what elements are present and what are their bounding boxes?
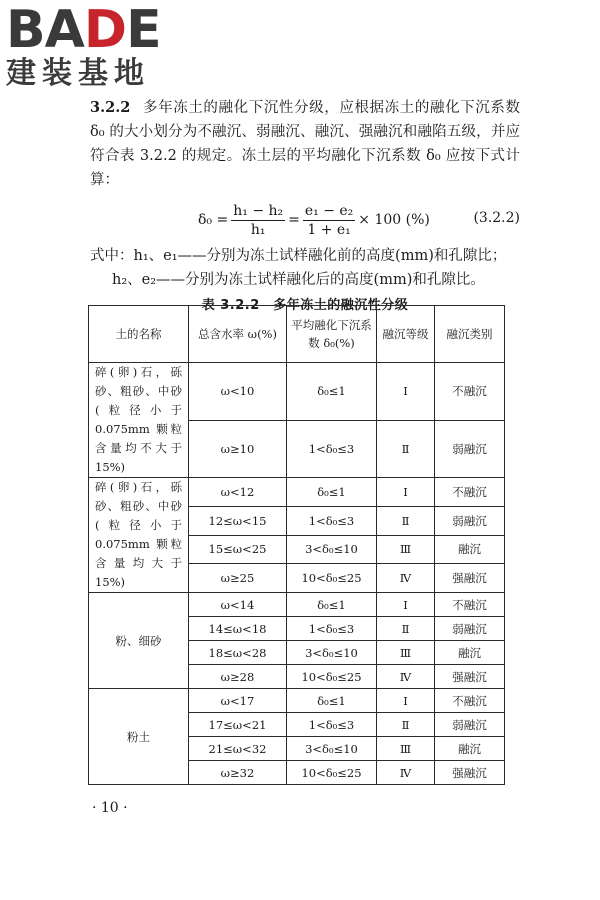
grade-cell: Ⅲ (377, 737, 435, 761)
coefficient-cell: 10<δ₀≤25 (287, 564, 377, 593)
header-settlement-category: 融沉类别 (435, 306, 505, 363)
water-content-cell: 14≤ω<18 (189, 617, 287, 641)
grade-cell: Ⅳ (377, 564, 435, 593)
section-number: 3.2.2 (90, 99, 131, 116)
coefficient-cell: 1<δ₀≤3 (287, 713, 377, 737)
soil-name-cell: 碎(卵)石，砾砂、粗砂、中砂(粒径小于 0.075mm 颗粒含量均大于 15%) (89, 478, 189, 593)
formula-lhs: δ₀ = (198, 212, 229, 228)
fraction-2-denominator: 1 + e₁ (307, 221, 351, 238)
fraction-1-numerator: h₁ − h₂ (233, 202, 284, 219)
water-content-cell: ω≥32 (189, 761, 287, 785)
logo-text-e: E (126, 0, 161, 60)
document-body (90, 96, 520, 313)
grade-cell: Ⅰ (377, 363, 435, 421)
formula-equals: = (288, 212, 300, 228)
grade-cell: Ⅰ (377, 593, 435, 617)
coefficient-cell: δ₀≤1 (287, 478, 377, 507)
grade-cell: Ⅱ (377, 617, 435, 641)
category-cell: 融沉 (435, 737, 505, 761)
category-cell: 弱融沉 (435, 506, 505, 535)
header-settlement-coefficient: 平均融化下沉系数 δ₀(%) (287, 306, 377, 363)
brand-logo (6, 0, 186, 96)
formula-expression (198, 200, 430, 240)
water-content-cell: ω<12 (189, 478, 287, 507)
table-header-row (89, 306, 505, 363)
category-cell: 弱融沉 (435, 713, 505, 737)
coefficient-cell: 10<δ₀≤25 (287, 665, 377, 689)
category-cell: 不融沉 (435, 689, 505, 713)
formula-fraction-1 (231, 202, 285, 239)
water-content-cell: 21≤ω<32 (189, 737, 287, 761)
coefficient-cell: 3<δ₀≤10 (287, 737, 377, 761)
formula-number: (3.2.2) (473, 210, 520, 226)
coefficient-cell: 3<δ₀≤10 (287, 535, 377, 564)
coefficient-cell: δ₀≤1 (287, 593, 377, 617)
definition-line-2: h₂、e₂——分别为冻土试样融化后的高度(mm)和孔隙比。 (112, 272, 485, 288)
soil-name-cell: 粉、细砂 (89, 593, 189, 689)
water-content-cell: 15≤ω<25 (189, 535, 287, 564)
grade-cell: Ⅱ (377, 506, 435, 535)
table-row (89, 593, 505, 617)
formula (90, 198, 520, 242)
grade-cell: Ⅰ (377, 478, 435, 507)
coefficient-cell: 10<δ₀≤25 (287, 761, 377, 785)
grade-cell: Ⅲ (377, 641, 435, 665)
coefficient-cell: 3<δ₀≤10 (287, 641, 377, 665)
page-number: · 10 · (92, 800, 128, 816)
logo-wordmark (6, 0, 186, 60)
header-soil-name: 土的名称 (89, 306, 189, 363)
soil-name-cell: 粉土 (89, 689, 189, 785)
water-content-cell: ω≥28 (189, 665, 287, 689)
table-row (89, 689, 505, 713)
coefficient-cell: 1<δ₀≤3 (287, 420, 377, 478)
category-cell: 弱融沉 (435, 617, 505, 641)
table-row (89, 363, 505, 421)
coefficient-cell: δ₀≤1 (287, 689, 377, 713)
category-cell: 强融沉 (435, 564, 505, 593)
formula-tail: × 100 (%) (358, 212, 430, 228)
table-row (89, 478, 505, 507)
category-cell: 不融沉 (435, 478, 505, 507)
variable-definitions (90, 244, 520, 292)
grade-cell: Ⅱ (377, 420, 435, 478)
coefficient-cell: δ₀≤1 (287, 363, 377, 421)
water-content-cell: 18≤ω<28 (189, 641, 287, 665)
grade-cell: Ⅰ (377, 689, 435, 713)
thaw-settlement-table (88, 305, 505, 785)
header-settlement-grade: 融沉等级 (377, 306, 435, 363)
formula-fraction-2 (303, 202, 355, 239)
grade-cell: Ⅱ (377, 713, 435, 737)
section-paragraph (90, 96, 520, 192)
soil-name-cell: 碎(卵)石，砾砂、粗砂、中砂(粒径小于 0.075mm 颗粒含量均不大于 15%) (89, 363, 189, 478)
grade-cell: Ⅳ (377, 665, 435, 689)
category-cell: 不融沉 (435, 593, 505, 617)
grade-cell: Ⅲ (377, 535, 435, 564)
water-content-cell: ω≥25 (189, 564, 287, 593)
category-cell: 融沉 (435, 641, 505, 665)
definition-line-1: 式中：h₁、e₁——分别为冻土试样融化前的高度(mm)和孔隙比； (90, 248, 507, 264)
logo-text-d: D (83, 0, 127, 60)
water-content-cell: ω≥10 (189, 420, 287, 478)
fraction-2-numerator: e₁ − e₂ (304, 202, 354, 219)
category-cell: 不融沉 (435, 363, 505, 421)
water-content-cell: ω<10 (189, 363, 287, 421)
grade-cell: Ⅳ (377, 761, 435, 785)
water-content-cell: ω<17 (189, 689, 287, 713)
category-cell: 强融沉 (435, 761, 505, 785)
fraction-1-denominator: h₁ (250, 221, 266, 238)
category-cell: 融沉 (435, 535, 505, 564)
coefficient-cell: 1<δ₀≤3 (287, 506, 377, 535)
water-content-cell: 17≤ω<21 (189, 713, 287, 737)
coefficient-cell: 1<δ₀≤3 (287, 617, 377, 641)
logo-subtitle: 建装基地 (6, 56, 150, 91)
category-cell: 弱融沉 (435, 420, 505, 478)
table-caption: 表 3.2.2 多年冻土的融沉性分级 (201, 298, 409, 313)
section-text: 多年冻土的融化下沉性分级，应根据冻土的融化下沉系数 δ₀ 的大小划分为不融沉、弱融沉、融沉、强融沉和融陷五级，并应符合表 3.2.2 的规定。冻土层的平均融化下沉系数 δ₀ 应按下式计算： (90, 100, 520, 188)
water-content-cell: 12≤ω<15 (189, 506, 287, 535)
category-cell: 强融沉 (435, 665, 505, 689)
header-water-content: 总含水率 ω(%) (189, 306, 287, 363)
water-content-cell: ω<14 (189, 593, 287, 617)
logo-text-ba: BA (6, 0, 84, 60)
